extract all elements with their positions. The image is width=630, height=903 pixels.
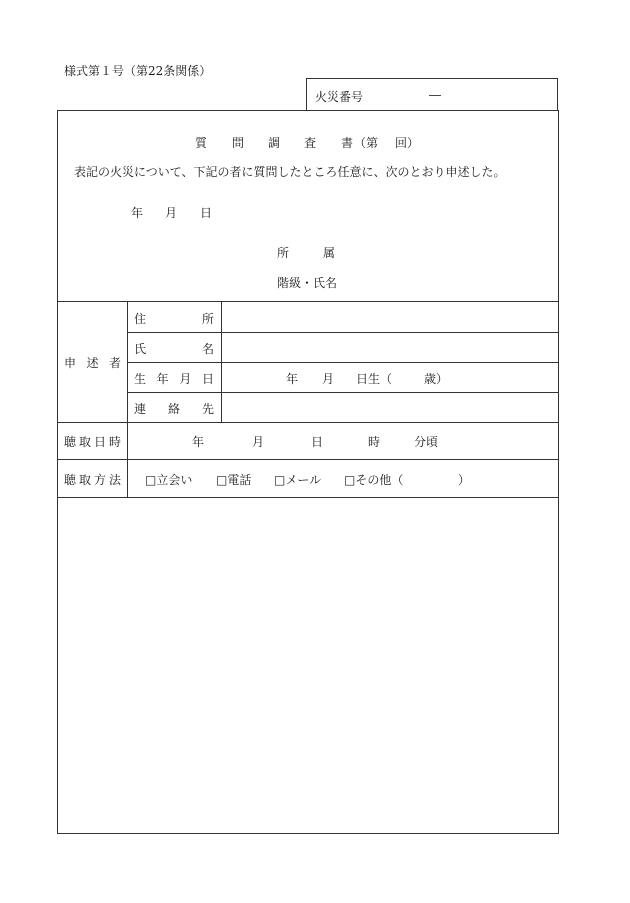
date-day: 日	[200, 206, 213, 220]
fire-number-dash: ―	[429, 88, 441, 102]
affiliation-char: 属	[323, 246, 336, 260]
title-char: 質	[195, 136, 208, 150]
birthdate-field[interactable]	[222, 363, 558, 392]
birth-age: 歳）	[424, 372, 449, 386]
title-char: 書	[341, 136, 354, 150]
title-count-close: 回）	[395, 136, 420, 150]
title-count-open: （第	[354, 136, 379, 150]
birth-year: 年	[286, 372, 299, 386]
hearing-minute: 分頃	[414, 435, 439, 449]
hearing-datetime-label: 聴 取 日 時	[64, 435, 121, 449]
title-char: 調	[268, 136, 281, 150]
hearing-day: 日	[311, 435, 324, 449]
method-option-other[interactable]: □その他（	[344, 473, 404, 487]
address-label: 住 所	[134, 312, 214, 326]
hearing-month: 月	[252, 435, 265, 449]
hearing-method-label: 聴 取 方 法	[64, 473, 121, 487]
contact-field[interactable]	[222, 393, 558, 422]
method-option-email[interactable]: □メール	[274, 473, 322, 487]
label-column-divider	[127, 301, 128, 497]
contact-label: 連 絡 先	[134, 402, 214, 416]
hearing-hour: 時	[368, 435, 381, 449]
statement-body-area[interactable]	[58, 498, 558, 833]
date-year: 年	[131, 206, 144, 220]
name-label: 氏 名	[134, 342, 214, 356]
title-char: 査	[304, 136, 317, 150]
birth-day-born: 日生（	[356, 372, 393, 386]
statement-text: 表記の火災について、下記の者に質問したところ任意に、次のとおり申述した。	[74, 165, 506, 179]
affiliation-char: 所	[277, 246, 290, 260]
date-month: 月	[165, 206, 178, 220]
form-label: 様式第１号（第22条関係）	[64, 64, 212, 78]
applicant-label: 申 述 者	[64, 356, 121, 370]
method-other-close: ）	[458, 473, 471, 487]
method-option-phone[interactable]: □電話	[216, 473, 252, 487]
row-divider	[57, 459, 559, 460]
hearing-year: 年	[192, 435, 205, 449]
birth-month: 月	[322, 372, 335, 386]
method-option-in-person[interactable]: □立会い	[145, 473, 193, 487]
birthdate-label: 生 年 月 日	[134, 372, 214, 386]
fire-number-box	[306, 78, 558, 110]
title-char: 問	[232, 136, 245, 150]
rank-name-label: 階級・氏名	[277, 276, 338, 290]
fire-number-label: 火災番号	[315, 90, 364, 104]
name-field[interactable]	[222, 333, 558, 362]
address-field[interactable]	[222, 302, 558, 332]
hearing-datetime-field[interactable]	[128, 423, 558, 459]
